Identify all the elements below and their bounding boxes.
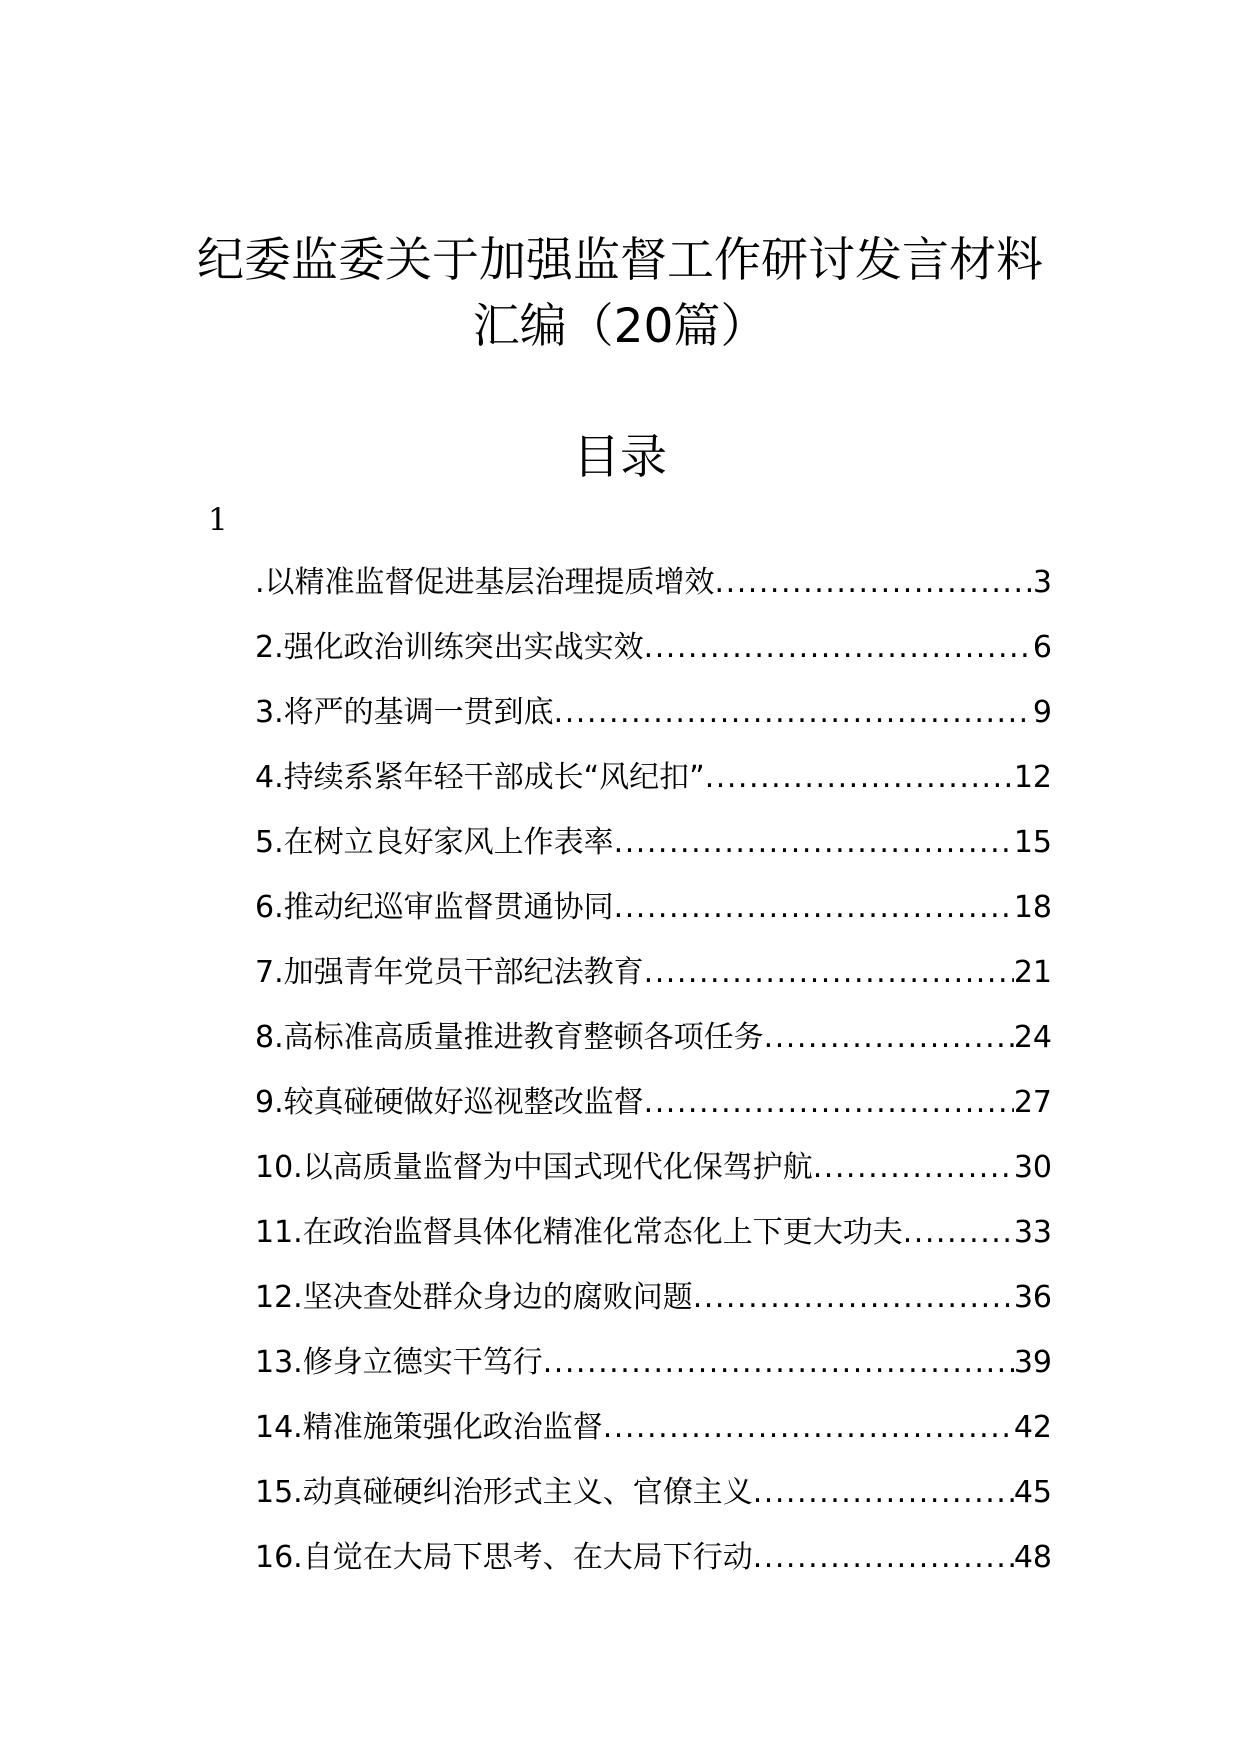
- toc-entry[interactable]: [255, 1013, 1052, 1078]
- toc-entry-title: 2.强化政治训练突出实战实效: [255, 630, 644, 665]
- toc-entry-title: 9.较真碰硬做好巡视整改监督: [255, 1085, 644, 1120]
- toc-dot-leader: [753, 1468, 1014, 1518]
- toc-entry-title: 3.将严的基调一贯到底: [255, 695, 554, 730]
- toc-entry-page-number: 33: [1013, 1215, 1052, 1250]
- toc-dot-leader: [603, 1403, 1014, 1453]
- toc-entry[interactable]: [255, 883, 1052, 948]
- toc-dot-leader: [644, 623, 1033, 673]
- toc-dot-leader: [693, 1273, 1014, 1323]
- toc-entry-title: 4.持续系紧年轻干部成长“风纪扣”: [255, 760, 705, 795]
- toc-entry[interactable]: [255, 753, 1052, 818]
- toc-entry-page-number: 9: [1032, 695, 1052, 730]
- toc-entry[interactable]: [255, 1533, 1052, 1598]
- toc-dot-leader: [715, 558, 1033, 608]
- toc-entry[interactable]: [255, 1273, 1052, 1338]
- document-title-line2: 汇编（20篇）: [472, 299, 768, 354]
- toc-dot-leader: [614, 883, 1014, 933]
- toc-entry[interactable]: [255, 948, 1052, 1013]
- toc-entry-page-number: 15: [1013, 825, 1052, 860]
- toc-entry-page-number: 39: [1013, 1345, 1052, 1380]
- toc-entry[interactable]: [255, 1143, 1052, 1208]
- toc-dot-leader: [644, 948, 1014, 998]
- toc-entry[interactable]: [255, 1078, 1052, 1143]
- toc-dot-leader: [753, 1533, 1014, 1583]
- toc-dot-leader: [705, 753, 1014, 803]
- toc-dot-leader: [614, 818, 1014, 868]
- toc-entry-title: .以精准监督促进基层治理提质增效: [255, 565, 715, 600]
- toc-entry-page-number: 36: [1013, 1280, 1052, 1315]
- toc-entry-page-number: 18: [1013, 890, 1052, 925]
- toc-entry-page-number: 27: [1013, 1085, 1052, 1120]
- toc-entry[interactable]: [255, 1403, 1052, 1468]
- toc-entry-page-number: 6: [1032, 630, 1052, 665]
- toc-entry[interactable]: [255, 688, 1052, 753]
- toc-entry-page-number: 30: [1013, 1150, 1052, 1185]
- table-of-contents: [255, 558, 1052, 1598]
- toc-entry-page-number: 21: [1013, 955, 1052, 990]
- toc-entry-page-number: 3: [1032, 565, 1052, 600]
- toc-entry[interactable]: [255, 1338, 1052, 1403]
- toc-entry-title: 7.加强青年党员干部纪法教育: [255, 955, 644, 990]
- toc-entry-page-number: 48: [1013, 1540, 1052, 1575]
- toc-entry-title: 8.高标准高质量推进教育整顿各项任务: [255, 1020, 764, 1055]
- toc-entry[interactable]: [255, 558, 1052, 623]
- toc-entry[interactable]: [255, 1468, 1052, 1533]
- toc-entry-title: 15.动真碰硬纠治形式主义、官僚主义: [255, 1475, 753, 1510]
- toc-dot-leader: [903, 1208, 1014, 1258]
- toc-entry-page-number: 24: [1013, 1020, 1052, 1055]
- toc-entry-title: 5.在树立良好家风上作表率: [255, 825, 614, 860]
- toc-heading: 目录: [573, 430, 667, 485]
- toc-entry-page-number: 12: [1013, 760, 1052, 795]
- toc-entry-page-number: 45: [1013, 1475, 1052, 1510]
- stray-number: 1: [208, 502, 228, 538]
- toc-dot-leader: [764, 1013, 1014, 1063]
- toc-entry-title: 13.修身立德实干笃行: [255, 1345, 543, 1380]
- toc-entry[interactable]: [255, 623, 1052, 688]
- toc-dot-leader: [813, 1143, 1014, 1193]
- toc-entry-title: 10.以高质量监督为中国式现代化保驾护航: [255, 1150, 813, 1185]
- toc-entry-title: 16.自觉在大局下思考、在大局下行动: [255, 1540, 753, 1575]
- toc-entry-title: 6.推动纪巡审监督贯通协同: [255, 890, 614, 925]
- document-title-line1: 纪委监委关于加强监督工作研讨发言材料: [197, 233, 1043, 288]
- toc-entry[interactable]: [255, 818, 1052, 883]
- toc-dot-leader: [554, 688, 1033, 738]
- toc-dot-leader: [543, 1338, 1014, 1388]
- toc-entry-page-number: 42: [1013, 1410, 1052, 1445]
- toc-entry[interactable]: [255, 1208, 1052, 1273]
- toc-entry-title: 14.精准施策强化政治监督: [255, 1410, 603, 1445]
- toc-entry-title: 12.坚决查处群众身边的腐败问题: [255, 1280, 693, 1315]
- toc-entry-title: 11.在政治监督具体化精准化常态化上下更大功夫: [255, 1215, 903, 1250]
- toc-dot-leader: [644, 1078, 1014, 1128]
